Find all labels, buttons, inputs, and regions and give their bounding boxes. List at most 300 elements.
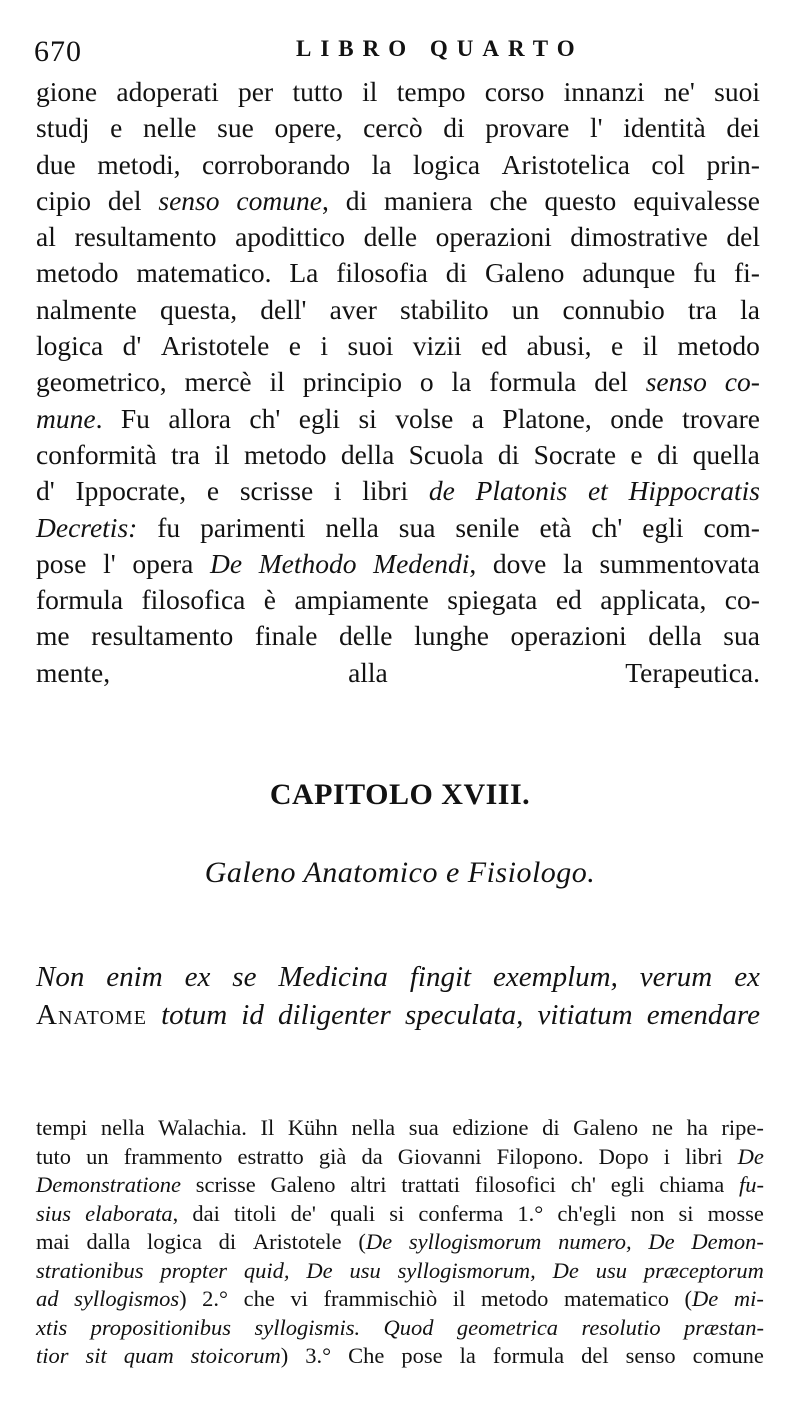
word: provare <box>485 112 570 144</box>
word: logica <box>36 330 104 362</box>
word: corso <box>484 76 545 107</box>
word: speculata, <box>404 999 524 1031</box>
word: comune, <box>236 184 329 216</box>
word: ed <box>555 584 582 616</box>
word: egli <box>298 402 341 434</box>
word: Non <box>36 961 85 993</box>
word: Hippocratis <box>628 475 760 507</box>
word: tra <box>171 438 201 470</box>
word: di <box>345 184 368 216</box>
word: fu <box>157 511 181 543</box>
word: metodo <box>480 1286 549 1311</box>
word: metodo <box>677 330 760 362</box>
word: vi <box>290 1286 308 1311</box>
word: geometrica <box>456 1314 559 1340</box>
word: mai <box>36 1229 70 1254</box>
word: Dopo <box>598 1143 649 1169</box>
word: senso <box>645 366 707 398</box>
word: filosofica <box>141 584 246 616</box>
word: delle <box>363 221 418 253</box>
word: suoi <box>714 76 760 107</box>
word: fu- <box>738 1172 764 1197</box>
word: due <box>36 148 76 180</box>
word: formula <box>36 584 124 616</box>
footnote-line <box>36 1285 764 1314</box>
word: de <box>428 475 455 507</box>
word: fi- <box>733 257 760 289</box>
word: e <box>630 438 643 470</box>
word: metodo <box>243 438 327 470</box>
footnote-line <box>36 1200 764 1229</box>
text-line <box>36 401 760 437</box>
word: sue <box>217 112 254 144</box>
word: il <box>214 438 230 470</box>
word: fingit <box>409 961 472 993</box>
word: quella <box>692 438 760 470</box>
text-line <box>36 437 760 473</box>
word: di <box>445 257 468 289</box>
word: sua <box>398 511 436 543</box>
word: chiama <box>659 1172 725 1197</box>
word: edizione <box>452 1115 529 1140</box>
word: metodi, <box>97 148 181 180</box>
word: principio <box>302 366 402 398</box>
chapter-title: CAPITOLO XVIII. <box>269 778 531 811</box>
word: De <box>306 1257 333 1283</box>
word: prin- <box>706 148 760 180</box>
word: un <box>511 293 540 325</box>
word: aver <box>329 293 377 325</box>
word: numero, <box>558 1229 632 1254</box>
word: tempo <box>396 76 466 107</box>
word: tempi <box>36 1115 88 1140</box>
word: 2.° <box>202 1286 229 1311</box>
word: syllogismorum <box>408 1229 542 1254</box>
word: scrisse <box>195 1172 256 1197</box>
word: enim <box>106 961 163 993</box>
word: resultamento <box>91 620 234 652</box>
word: opere, <box>274 112 343 144</box>
word: me <box>36 620 70 652</box>
word: filosofici <box>474 1172 556 1197</box>
word: filosofia <box>336 257 428 289</box>
footnote-line <box>36 1342 764 1371</box>
word: se <box>232 961 257 993</box>
word: gione <box>36 76 98 107</box>
word: e <box>288 330 301 362</box>
word: Scuola <box>408 438 484 470</box>
word: præstan- <box>683 1314 764 1340</box>
word: resultamento <box>74 221 217 253</box>
word: Aristotele <box>252 1229 342 1254</box>
word: d' <box>122 330 142 362</box>
word: trattati <box>401 1172 460 1197</box>
word: sius <box>36 1200 72 1226</box>
word: matematico <box>564 1286 669 1311</box>
word: fu <box>693 257 717 289</box>
word: conformità <box>36 438 157 470</box>
word: Aristotelica <box>501 148 630 180</box>
word: logica <box>412 148 481 180</box>
word: Demonstratione <box>36 1172 181 1197</box>
word: et <box>587 475 608 507</box>
footnote-line <box>36 1114 764 1143</box>
word: tuto <box>36 1143 72 1169</box>
footnote-line <box>36 1228 764 1257</box>
text-line <box>36 582 760 618</box>
word: il <box>452 1286 466 1311</box>
word: Quod <box>383 1314 434 1340</box>
word: De <box>210 547 243 579</box>
word: operazioni <box>510 620 627 652</box>
word: apodittico <box>235 221 346 253</box>
word: studj <box>36 112 90 144</box>
word: nella <box>100 1115 145 1140</box>
running-head: LIBRO QUARTO <box>296 36 584 61</box>
word: Decretis: <box>36 511 138 543</box>
word: ch'egli <box>557 1200 617 1226</box>
word: di <box>218 1229 237 1254</box>
word: la <box>740 293 760 325</box>
word: resolutio <box>581 1314 661 1340</box>
word: è <box>263 584 277 616</box>
word: finale <box>254 620 318 652</box>
word: metodo <box>36 257 119 289</box>
word: del <box>594 366 628 398</box>
word: (De <box>358 1229 393 1254</box>
word: alla <box>348 656 388 688</box>
word: quid, <box>243 1257 290 1283</box>
word: Che <box>348 1343 385 1368</box>
word: frammento <box>123 1143 223 1169</box>
word: che <box>243 1286 275 1311</box>
word: sit <box>85 1343 107 1368</box>
text-line <box>36 473 760 509</box>
word: verum <box>639 961 713 993</box>
word: adunque <box>582 257 676 289</box>
word: di <box>443 112 465 144</box>
word: diligenter <box>278 999 391 1031</box>
word: De <box>737 1143 764 1169</box>
word: 3.° <box>305 1343 332 1368</box>
word: frammischiò <box>323 1286 438 1311</box>
word: co- <box>724 366 760 398</box>
word: strationibus <box>36 1257 144 1283</box>
word: al <box>36 221 56 253</box>
text-line <box>36 292 760 328</box>
word: senso <box>625 1343 676 1368</box>
word: dell' <box>260 293 307 325</box>
word: Galeno <box>484 257 565 289</box>
word: quam <box>123 1343 174 1368</box>
word: titoli <box>234 1200 277 1226</box>
word: Socrate <box>533 438 617 470</box>
word: egli <box>610 1172 645 1197</box>
word: non <box>630 1200 665 1226</box>
word: libri <box>685 1143 723 1169</box>
word: e <box>610 330 624 362</box>
word: ad <box>36 1286 59 1311</box>
word: tra <box>687 293 717 325</box>
word: e <box>206 475 220 507</box>
page-header <box>34 30 766 74</box>
word: vizii <box>412 330 462 362</box>
word: matematico. <box>136 257 272 289</box>
text-line <box>36 255 760 291</box>
word: propter <box>160 1257 228 1283</box>
word: ch' <box>591 511 623 543</box>
word: sua <box>723 620 760 652</box>
word: e <box>110 112 123 144</box>
word: Galeno <box>270 1172 336 1197</box>
word: scrisse <box>239 475 314 507</box>
chapter-subtitle: Galeno Anatomico e Fisiologo. <box>204 856 596 889</box>
text-line <box>36 110 760 146</box>
word: conferma <box>418 1200 504 1226</box>
word: tutto <box>292 76 343 107</box>
word: applicata, <box>600 584 707 616</box>
word: formula <box>492 1343 565 1368</box>
word: i <box>320 330 329 362</box>
word: maniera <box>383 184 473 216</box>
main-text <box>36 74 760 691</box>
footnote <box>36 1114 764 1371</box>
word: Giovanni <box>397 1143 482 1169</box>
word: opera <box>132 547 194 579</box>
word: ch' <box>570 1172 596 1197</box>
word: trovare <box>682 402 760 434</box>
word: quali <box>330 1200 376 1226</box>
word: stabilito <box>400 293 489 325</box>
word: età <box>539 511 572 543</box>
word: un <box>86 1143 109 1169</box>
text-line <box>36 655 760 691</box>
word: Platonis <box>475 475 568 507</box>
word: cercò <box>363 112 423 144</box>
word: xtis <box>36 1314 68 1340</box>
word: nella <box>351 1115 396 1140</box>
word: corroborando <box>201 148 351 180</box>
word: co- <box>724 584 760 616</box>
word: De <box>552 1257 579 1283</box>
word: volse <box>395 402 454 434</box>
word: l' <box>103 547 116 579</box>
word: mente, <box>36 656 111 688</box>
text-line <box>36 219 760 255</box>
word: o <box>419 366 434 398</box>
word: pose <box>401 1343 443 1368</box>
word: Terapeutica. <box>625 656 760 688</box>
text-line <box>36 364 760 400</box>
word: syllogismos) <box>74 1286 187 1311</box>
word: formula <box>489 366 577 398</box>
word: si <box>678 1200 694 1226</box>
word: pose <box>36 547 87 579</box>
word: ex <box>184 961 211 993</box>
word: comune <box>692 1343 764 1368</box>
word: nella <box>325 511 379 543</box>
word: d' <box>36 475 55 507</box>
word: dei <box>726 112 760 144</box>
word: che <box>489 184 528 216</box>
word: totum <box>161 999 228 1031</box>
word: onde <box>610 402 664 434</box>
word: la <box>451 366 472 398</box>
word: elaborata, <box>85 1200 179 1226</box>
word: col <box>651 148 685 180</box>
word: dimostrative <box>570 221 708 253</box>
word: di <box>497 438 520 470</box>
word: ne <box>651 1115 673 1140</box>
word: la <box>459 1343 476 1368</box>
word: questo <box>544 184 617 216</box>
word: del <box>107 184 142 216</box>
word: id <box>241 999 264 1031</box>
word: ha <box>686 1115 708 1140</box>
word: Fu <box>120 402 150 434</box>
word: Filopono. <box>496 1143 584 1169</box>
word: ripe- <box>721 1115 764 1140</box>
word: del <box>726 221 760 253</box>
word: operazioni <box>435 221 552 253</box>
text-line <box>36 618 760 654</box>
text-line <box>36 510 760 546</box>
word: egli <box>642 511 684 543</box>
epigraph-line <box>36 958 760 996</box>
word: geometrico, <box>36 366 167 398</box>
word: Methodo <box>258 547 357 579</box>
word: il <box>269 366 285 398</box>
word: usu <box>349 1257 381 1283</box>
word: Demon- <box>691 1229 764 1254</box>
word: di <box>656 438 679 470</box>
word: Il <box>260 1115 275 1140</box>
text-line <box>36 328 760 364</box>
word: ne' <box>663 76 695 107</box>
word: præceptorum <box>643 1257 764 1283</box>
word: mosse <box>707 1200 764 1226</box>
word: equivalesse <box>633 184 760 216</box>
word: Anatome <box>36 999 147 1031</box>
word: si <box>358 402 377 434</box>
word: senso <box>158 184 220 216</box>
word: propositionibus <box>90 1314 232 1340</box>
page-number: 670 <box>34 35 82 68</box>
word: 1.° <box>517 1200 544 1226</box>
word: Kühn <box>287 1115 338 1140</box>
word: tior <box>36 1343 69 1368</box>
word: syllogismis. <box>254 1314 361 1340</box>
word: a <box>471 402 484 434</box>
footnote-line <box>36 1314 764 1343</box>
text-line <box>36 546 760 582</box>
word: mercè <box>184 366 252 398</box>
word: Walachia. <box>158 1115 247 1140</box>
word: innanzi <box>563 76 645 107</box>
word: dalla <box>86 1229 131 1254</box>
word: syllogismorum, <box>397 1257 536 1283</box>
word: ex <box>734 961 760 993</box>
word: La <box>289 257 319 289</box>
epigraph-line <box>36 996 760 1034</box>
word: mi- <box>733 1286 764 1311</box>
word: cipio <box>36 184 91 216</box>
epigraph <box>36 958 760 1034</box>
word: com- <box>703 511 760 543</box>
word: dai <box>192 1200 220 1226</box>
word: delle <box>339 620 393 652</box>
word: ch' <box>249 402 281 434</box>
word: la <box>563 547 583 579</box>
word: stoicorum) <box>190 1343 289 1368</box>
word: di <box>542 1115 560 1140</box>
text-line <box>36 147 760 183</box>
word: della <box>648 620 702 652</box>
word: nalmente <box>36 293 137 325</box>
footnote-line <box>36 1143 764 1172</box>
word: per <box>238 76 274 107</box>
word: già <box>318 1143 347 1169</box>
word: nelle <box>143 112 197 144</box>
word: del <box>581 1343 609 1368</box>
word: i <box>663 1143 670 1169</box>
word: della <box>340 438 395 470</box>
word: adoperati <box>116 76 219 107</box>
word: il <box>362 76 378 107</box>
word: i <box>333 475 342 507</box>
word: dove <box>492 547 547 579</box>
word: usu <box>595 1257 628 1283</box>
word: summentovata <box>599 547 760 579</box>
text-line <box>36 183 760 219</box>
text-line <box>36 74 760 110</box>
word: il <box>642 330 658 362</box>
word: de' <box>290 1200 316 1226</box>
word: identità <box>623 112 706 144</box>
word: Platone, <box>502 402 592 434</box>
word: abusi, <box>526 330 592 362</box>
word: exemplum, <box>493 961 618 993</box>
word: libri <box>362 475 409 507</box>
word: da <box>361 1143 383 1169</box>
word: Medicina <box>278 961 388 993</box>
word: sua <box>408 1115 439 1140</box>
word: parimenti <box>200 511 306 543</box>
word: altri <box>350 1172 387 1197</box>
word: questa, <box>159 293 238 325</box>
word: l' <box>589 112 603 144</box>
word: mune. <box>36 402 103 434</box>
word: allora <box>168 402 231 434</box>
word: (De <box>684 1286 719 1311</box>
word: Galeno <box>573 1115 639 1140</box>
word: estratto <box>237 1143 304 1169</box>
word: ed <box>481 330 508 362</box>
word: logica <box>146 1229 202 1254</box>
word: connubio <box>562 293 665 325</box>
word: si <box>389 1200 405 1226</box>
word: ampiamente <box>294 584 429 616</box>
word: vitiatum <box>537 999 633 1031</box>
word: spiegata <box>447 584 538 616</box>
word: senile <box>455 511 520 543</box>
word: lunghe <box>414 620 489 652</box>
word: emendare <box>646 999 760 1031</box>
footnote-line <box>36 1257 764 1286</box>
word: la <box>371 148 392 180</box>
word: suoi <box>347 330 394 362</box>
footnote-line <box>36 1171 764 1200</box>
